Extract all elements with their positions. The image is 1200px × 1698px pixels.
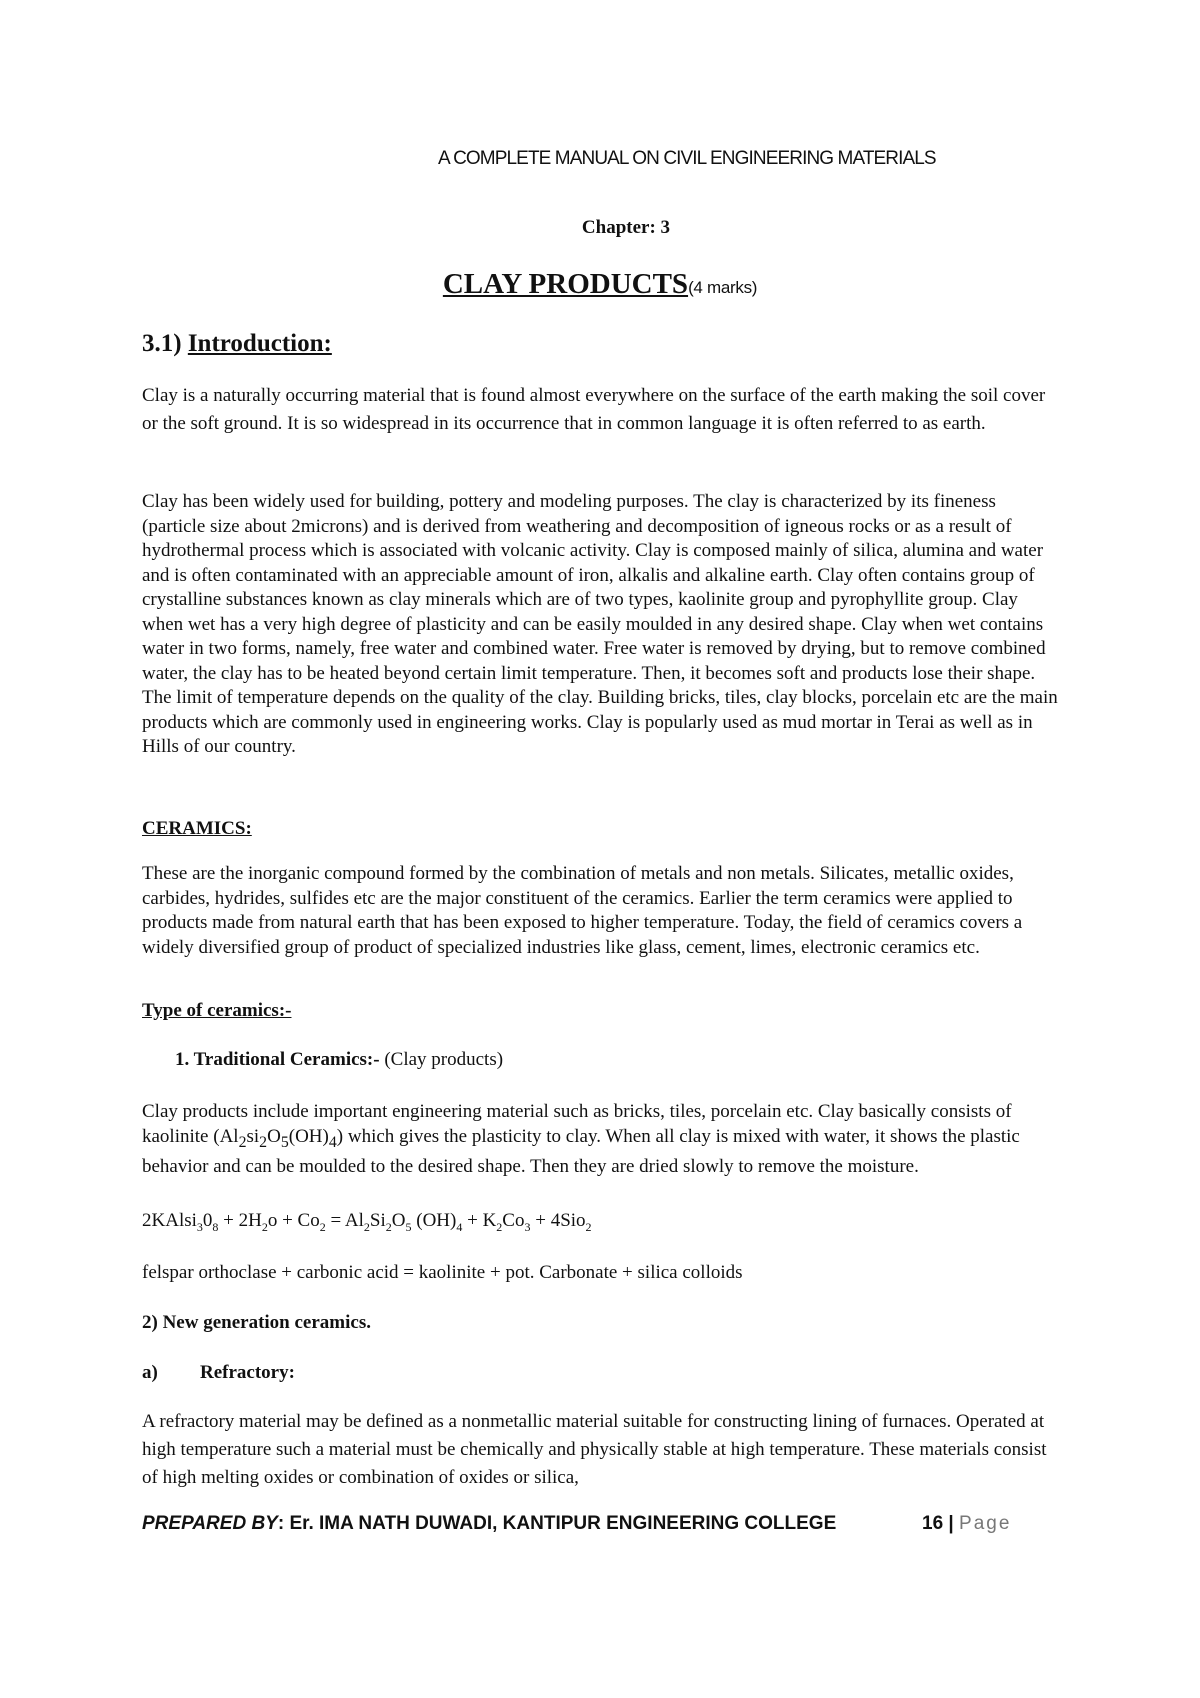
page-number: 16 (922, 1513, 944, 1534)
traditional-ceramics-label: 1. Traditional Ceramics:- (175, 1049, 380, 1070)
traditional-ceramics-note: (Clay products) (379, 1049, 504, 1070)
intro-paragraph-1: Clay is a naturally occurring material that is found almost everywhere on the surface of the earth making the soil cover or the soft ground. It is so widespread in its occurrence that in common language it is often referred to as earth. (142, 385, 1046, 434)
section-title: Introduction: (187, 330, 332, 357)
section-heading-introduction (142, 330, 332, 358)
intro-paragraph-2: Clay has been widely used for building, pottery and modeling purposes. The clay is characterized by its fineness (particle size about 2microns) and is derived from weathering and decomposition of igneous rocks or as a result of hydrothermal process which is associated with volcanic activity. Clay is composed mainly of silica, alumina and water and is often contaminated with an appreciable amount of iron, alkalis and alkaline earth. Clay often contains group of crystalline substances known as clay minerals which are of two types, kaolinite group and pyrophyllite group. Clay when wet has a very high degree of plasticity and can be easily moulded in any desired shape. Clay when wet contains water in two forms, namely, free water and combined water. Free water is removed by drying, but to remove combined water, the clay has to be heated beyond certain limit temperature. Then, it becomes soft and products lose their shape. The limit of temperature depends on the quality of the clay. Building bricks, tiles, clay blocks, porcelain etc are the main products which are commonly used in engineering works. Clay is popularly used as mud mortar in Terai as well as in Hills of our country. (142, 491, 1058, 757)
chapter-title (0, 268, 1200, 301)
refractory-paragraph: A refractory material may be defined as a nonmetallic material suitable for constructing lining of furnaces. Operated at high temperature such a material must be chemically and physically stable at high temperature. These materials consist of high melting oxides or combination of oxides or silica, (142, 1411, 1047, 1488)
refractory-heading (142, 1362, 1062, 1384)
running-header: A COMPLETE MANUAL ON CIVIL ENGINEERING MATERIALS (438, 148, 936, 169)
new-generation-heading: 2) New generation ceramics. (142, 1312, 371, 1333)
ceramics-paragraph: These are the inorganic compound formed by the combination of metals and non metals. Silicates, metallic oxides, carbides, hydrides, sulfides etc are the major constituent of the ceramics. Earlier the term ceramics were applied to products made from natural earth that has been exposed to higher temperature. Today, the field of ceramics covers a widely diversified group of product of specialized industries like glass, cement, limes, electronic ceramics etc. (142, 863, 1023, 958)
kaolinite-formula: $Al_2si_2O_5(OH)_4$ (219, 1125, 337, 1151)
page-number-block (922, 1513, 1011, 1535)
refractory-number: a) (142, 1362, 158, 1383)
page-separator: | (943, 1513, 960, 1534)
prepared-by-label: PREPARED BY (142, 1513, 278, 1534)
footer-author: Er. IMA NATH DUWADI, KANTIPUR ENGINEERING COLLEGE (284, 1513, 837, 1534)
ceramics-heading: CERAMICS: (142, 818, 252, 839)
page-footer (142, 1513, 1042, 1535)
section-number: 3.1) (142, 330, 182, 357)
traditional-ceramics-heading (175, 1049, 1095, 1071)
ceramic-types-heading: Type of ceramics:- (142, 1000, 292, 1021)
chemical-equation: $2KAlsi_30_8 + 2H_2o + Co_2 = Al_2Si_2O_5$ $(OH)_4 + K_2Co_3 + 4Sio_2$ (142, 1210, 592, 1234)
traditional-ceramics-paragraph (142, 1100, 1062, 1179)
equation-in-words: felspar orthoclase + carbonic acid = kaolinite + pot. Carbonate + silica colloids (142, 1262, 743, 1283)
page-word: Page (959, 1513, 1012, 1534)
paragraph-text-start: Clay products include important engineering material such as bricks, tiles, porcelain etc. Clay basically consists of kaolinite ( (142, 1101, 1012, 1147)
prepared-by-colon: : (277, 1513, 285, 1534)
paragraph-text-end: ) which gives the plasticity to clay. When all clay is mixed with water, it shows the plastic behavior and can be moulded to the desired shape. Then they are dried slowly to remove the moisture. (142, 1125, 1020, 1177)
title-text: CLAY PRODUCTS (442, 268, 689, 300)
refractory-label: Refractory: (200, 1362, 295, 1383)
chapter-label: Chapter: 3 (581, 217, 671, 238)
title-marks: (4 marks) (688, 278, 758, 297)
